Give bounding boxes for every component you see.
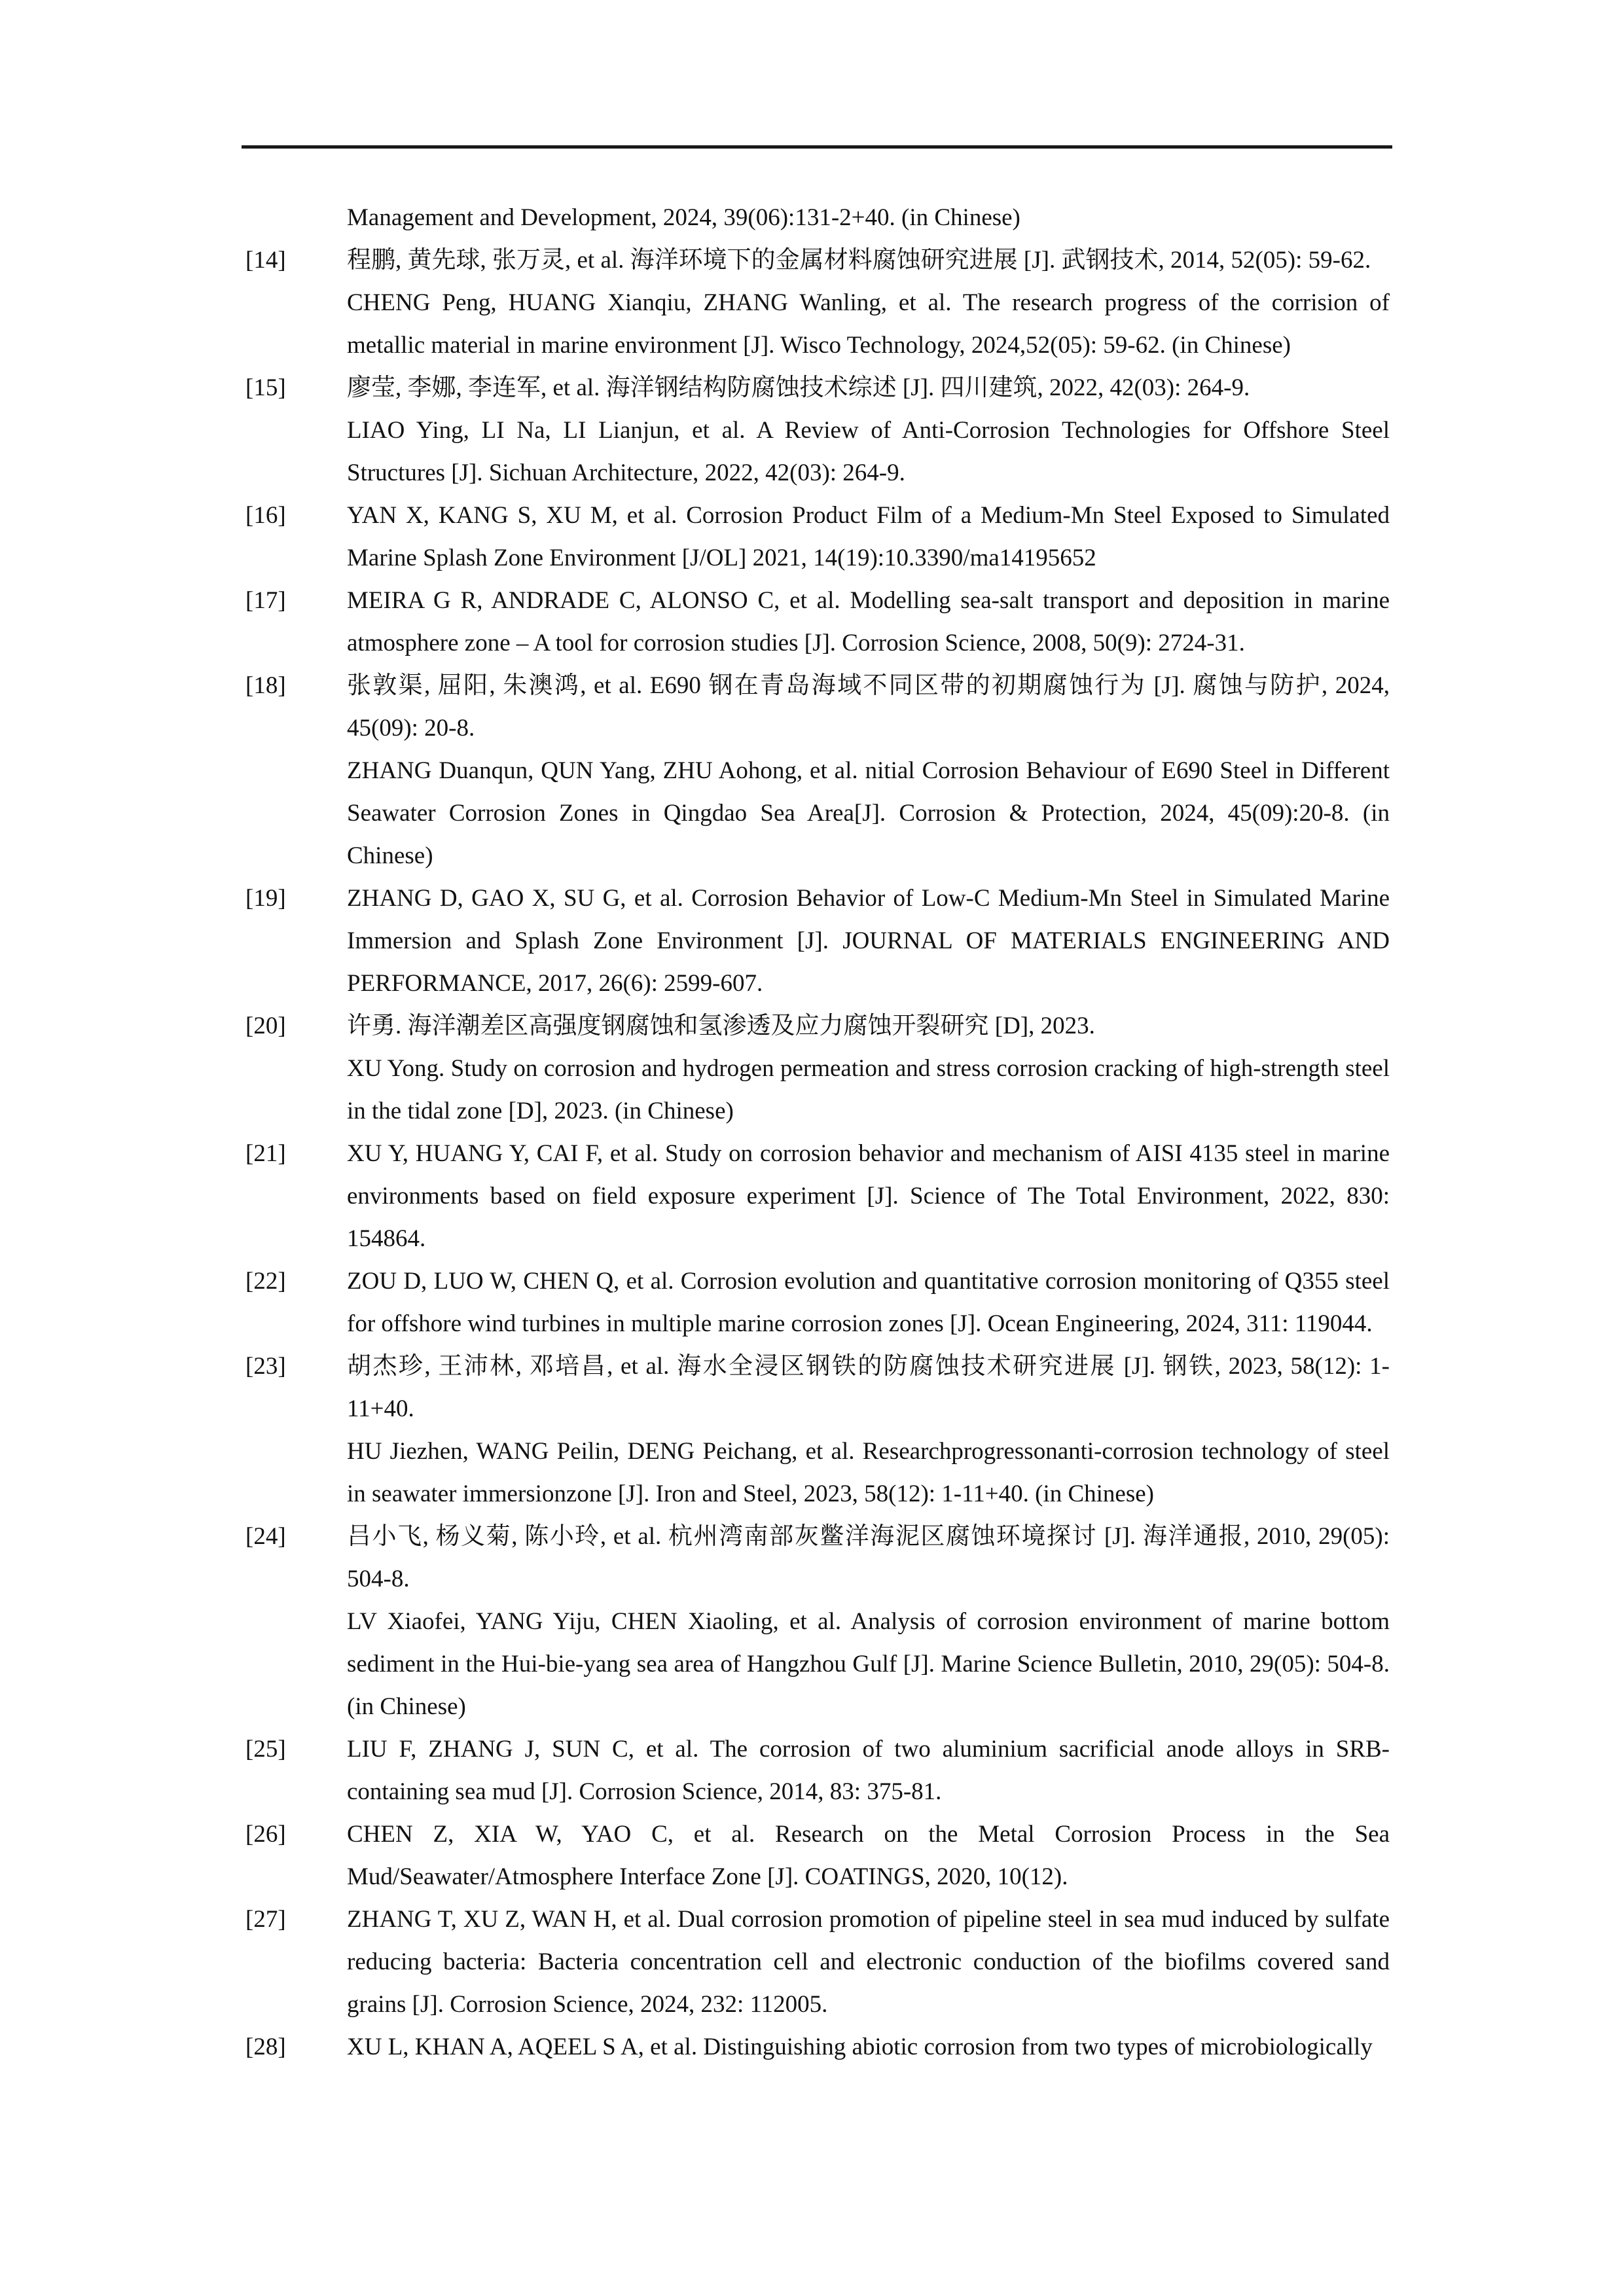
reference-entry bbox=[245, 579, 1390, 664]
reference-list bbox=[245, 196, 1390, 2068]
reference-body bbox=[347, 579, 1390, 664]
reference-body bbox=[347, 1132, 1390, 1260]
reference-body bbox=[347, 664, 1390, 877]
reference-text: YAN X, KANG S, XU M, et al. Corrosion Product Film of a Medium-Mn Steel Exposed to Simulated Marine Splash Zone Environment [J/OL] 2021, 14(19):10.3390/ma14195652 bbox=[347, 502, 1390, 571]
reference-body bbox=[347, 1898, 1390, 2026]
reference-entry bbox=[245, 664, 1390, 877]
reference-entry bbox=[245, 1260, 1390, 1345]
reference-number: [24] bbox=[245, 1523, 286, 1550]
reference-entry bbox=[245, 1813, 1390, 1898]
reference-number: [15] bbox=[245, 374, 286, 401]
reference-text-english: LIAO Ying, LI Na, LI Lianjun, et al. A Review of Anti-Corrosion Technologies for Offshore Steel Structures [J]. Sichuan Architecture, 2022, 42(03): 264-9. bbox=[347, 417, 1390, 486]
reference-body bbox=[347, 1260, 1390, 1345]
reference-number: [28] bbox=[245, 2034, 286, 2060]
reference-number: [19] bbox=[245, 885, 286, 912]
reference-number: [14] bbox=[245, 247, 286, 274]
reference-text: ZHANG D, GAO X, SU G, et al. Corrosion Behavior of Low-C Medium-Mn Steel in Simulated Marine Immersion and Splash Zone Environment [J]. JOURNAL OF MATERIALS ENGINEERING AND PERFORMANCE, 2017, 26(6): 2599-607. bbox=[347, 885, 1390, 997]
reference-text-chinese: 许勇. 海洋潮差区高强度钢腐蚀和氢渗透及应力腐蚀开裂研究 [D], 2023. bbox=[347, 1013, 1095, 1039]
reference-body bbox=[347, 1345, 1390, 1515]
reference-text-chinese: 程鹏, 黄先球, 张万灵, et al. 海洋环境下的金属材料腐蚀研究进展 [J]. 武钢技术, 2014, 52(05): 59-62. bbox=[347, 247, 1371, 274]
reference-entry bbox=[245, 877, 1390, 1005]
reference-number: [22] bbox=[245, 1268, 286, 1295]
reference-number: [27] bbox=[245, 1906, 286, 1933]
reference-entry bbox=[245, 1132, 1390, 1260]
reference-text: CHEN Z, XIA W, YAO C, et al. Research on the Metal Corrosion Process in the Sea Mud/Seawater/Atmosphere Interface Zone [J]. COATINGS, 2020, 10(12). bbox=[347, 1821, 1390, 1890]
reference-body bbox=[347, 196, 1390, 239]
reference-entry bbox=[245, 1515, 1390, 1728]
reference-entry bbox=[245, 494, 1390, 579]
reference-text: ZHANG T, XU Z, WAN H, et al. Dual corrosion promotion of pipeline steel in sea mud induced by sulfate reducing bacteria: Bacteria concentration cell and electronic conduction of the biofilms covered sand grains [J]. Corrosion Science, 2024, 232: 112005. bbox=[347, 1906, 1390, 2018]
reference-text: Management and Development, 2024, 39(06):131-2+40. (in Chinese) bbox=[347, 204, 1020, 231]
reference-entry bbox=[245, 196, 1390, 239]
reference-body bbox=[347, 877, 1390, 1005]
reference-entry bbox=[245, 1005, 1390, 1132]
reference-text-english: LV Xiaofei, YANG Yiju, CHEN Xiaoling, et al. Analysis of corrosion environment of marine bottom sediment in the Hui-bie-yang sea area of Hangzhou Gulf [J]. Marine Science Bulletin, 2010, 29(05): 504-8. (in Chinese) bbox=[347, 1608, 1390, 1720]
reference-text: LIU F, ZHANG J, SUN C, et al. The corrosion of two aluminium sacrificial anode alloys in SRB-containing sea mud [J]. Corrosion Science, 2014, 83: 375-81. bbox=[347, 1736, 1390, 1805]
reference-number: [25] bbox=[245, 1736, 286, 1763]
reference-text: ZOU D, LUO W, CHEN Q, et al. Corrosion evolution and quantitative corrosion monitoring of Q355 steel for offshore wind turbines in multiple marine corrosion zones [J]. Ocean Engineering, 2024, 311: 119044. bbox=[347, 1268, 1390, 1337]
reference-entry bbox=[245, 2026, 1390, 2068]
reference-number: [21] bbox=[245, 1140, 286, 1167]
reference-text-chinese: 吕小飞, 杨义菊, 陈小玲, et al. 杭州湾南部灰鳖洋海泥区腐蚀环境探讨 [J]. 海洋通报, 2010, 29(05): 504-8. bbox=[347, 1523, 1390, 1592]
reference-text-chinese: 胡杰珍, 王沛林, 邓培昌, et al. 海水全浸区钢铁的防腐蚀技术研究进展 [J]. 钢铁, 2023, 58(12): 1-11+40. bbox=[347, 1353, 1390, 1422]
reference-entry bbox=[245, 239, 1390, 367]
reference-body bbox=[347, 494, 1390, 579]
reference-number: [17] bbox=[245, 587, 286, 614]
reference-body bbox=[347, 367, 1390, 494]
reference-body bbox=[347, 1813, 1390, 1898]
reference-body bbox=[347, 239, 1390, 367]
header-rule bbox=[242, 145, 1392, 149]
reference-number: [20] bbox=[245, 1013, 286, 1039]
reference-text-english: HU Jiezhen, WANG Peilin, DENG Peichang, et al. Researchprogressonanti-corrosion technology of steel in seawater immersionzone [J]. Iron and Steel, 2023, 58(12): 1-11+40. (in Chinese) bbox=[347, 1438, 1390, 1507]
reference-entry bbox=[245, 1728, 1390, 1813]
reference-text: XU L, KHAN A, AQEEL S A, et al. Distinguishing abiotic corrosion from two types of microbiologically bbox=[347, 2034, 1373, 2060]
reference-body bbox=[347, 1515, 1390, 1728]
reference-text-chinese: 廖莹, 李娜, 李连军, et al. 海洋钢结构防腐蚀技术综述 [J]. 四川建筑, 2022, 42(03): 264-9. bbox=[347, 374, 1250, 401]
reference-text-english: XU Yong. Study on corrosion and hydrogen permeation and stress corrosion cracking of high-strength steel in the tidal zone [D], 2023. (in Chinese) bbox=[347, 1055, 1390, 1124]
reference-body bbox=[347, 1005, 1390, 1132]
reference-entry bbox=[245, 367, 1390, 494]
reference-entry bbox=[245, 1898, 1390, 2026]
reference-number: [18] bbox=[245, 672, 286, 699]
reference-text-english: ZHANG Duanqun, QUN Yang, ZHU Aohong, et al. nitial Corrosion Behaviour of E690 Steel in Different Seawater Corrosion Zones in Qingdao Sea Area[J]. Corrosion & Protection, 2024, 45(09):20-8. (in Chinese) bbox=[347, 757, 1390, 869]
reference-text-chinese: 张敦渠, 屈阳, 朱澳鸿, et al. E690 钢在青岛海域不同区带的初期腐蚀行为 [J]. 腐蚀与防护, 2024, 45(09): 20-8. bbox=[347, 672, 1390, 742]
reference-body bbox=[347, 2026, 1390, 2068]
reference-text: MEIRA G R, ANDRADE C, ALONSO C, et al. Modelling sea-salt transport and deposition in marine atmosphere zone – A tool for corrosion studies [J]. Corrosion Science, 2008, 50(9): 2724-31. bbox=[347, 587, 1390, 656]
reference-number: [26] bbox=[245, 1821, 286, 1848]
reference-body bbox=[347, 1728, 1390, 1813]
reference-number: [23] bbox=[245, 1353, 286, 1380]
reference-number: [16] bbox=[245, 502, 286, 529]
reference-text-english: CHENG Peng, HUANG Xianqiu, ZHANG Wanling, et al. The research progress of the corrision of metallic material in marine environment [J]. Wisco Technology, 2024,52(05): 59-62. (in Chinese) bbox=[347, 289, 1390, 359]
reference-text: XU Y, HUANG Y, CAI F, et al. Study on corrosion behavior and mechanism of AISI 4135 steel in marine environments based on field exposure experiment [J]. Science of The Total Environment, 2022, 830: 154864. bbox=[347, 1140, 1390, 1252]
reference-entry bbox=[245, 1345, 1390, 1515]
